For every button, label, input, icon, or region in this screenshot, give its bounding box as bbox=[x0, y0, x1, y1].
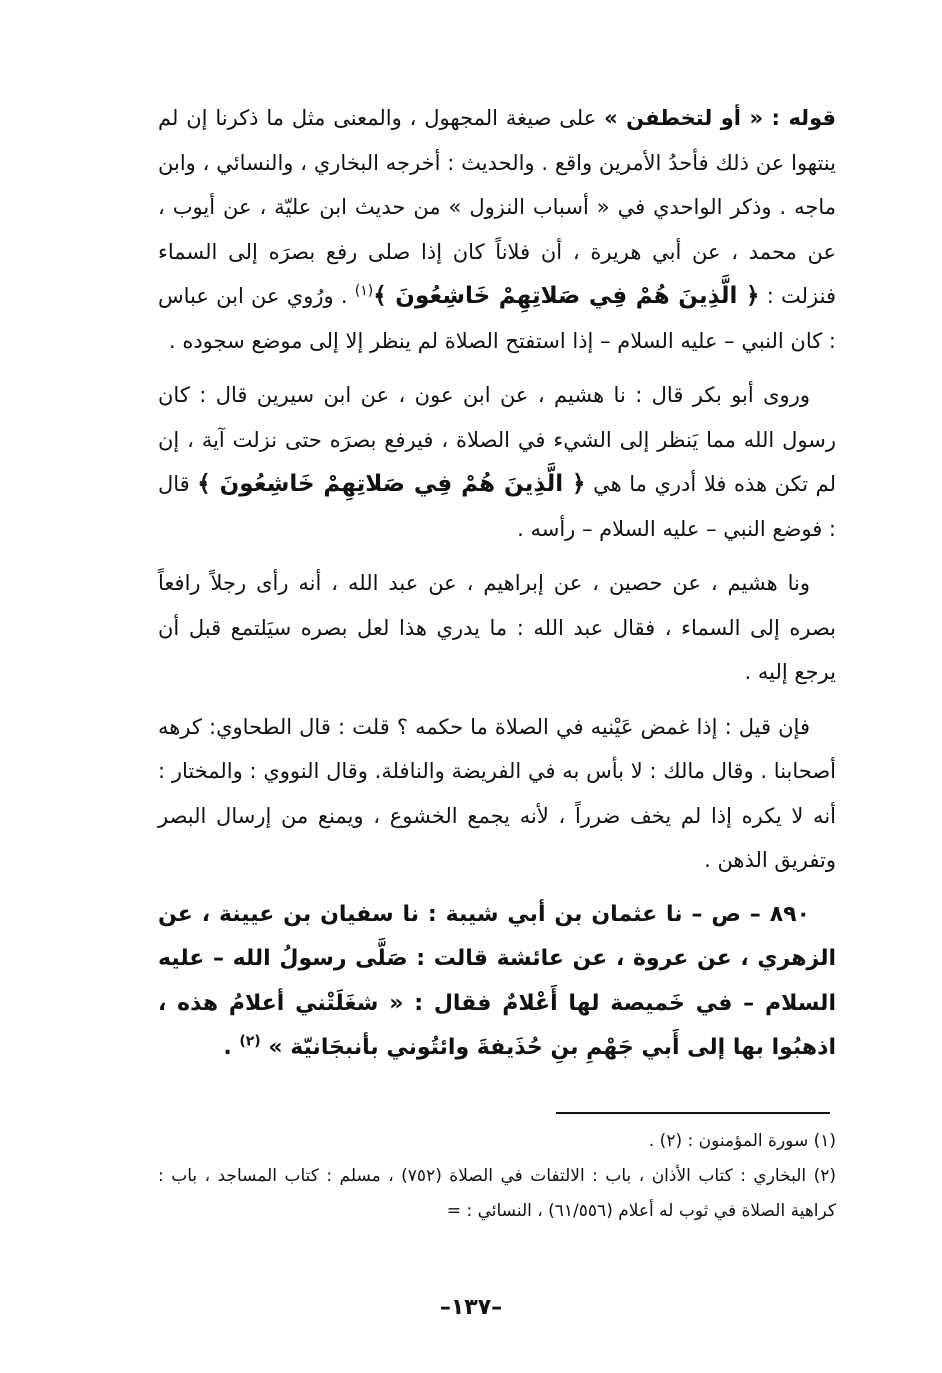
paragraph-2-tail: قال : فوضع النبي – عليه السلام – رأسه . bbox=[158, 472, 836, 541]
page-number: –١٣٧– bbox=[439, 1295, 503, 1320]
paragraph-4 bbox=[158, 705, 836, 883]
hadith-890-text: ٨٩٠ – ص – نا عثمان بن أبي شيبة : نا سفيان بن عيينة ، عن الزهري ، عن عروة ، عن عائشة قالت : صَلَّى رسولُ الله – عليه السلام – في خَميصة لها أَعْلامٌ فقال : « شغَلَتْني أعلامُ هذه ، اذهبُوا بها إلى أَبي جَهْمِ بنِ حُذَيفةَ وائتُوني بأنبجَانيّة » bbox=[158, 901, 836, 1060]
footnote-2: (٢) البخاري : كتاب الأذان ، باب : الالتفات في الصلاة (٧٥٢) ، مسلم : كتاب المساجد ، باب : كراهية الصلاة في ثوب له أعلام (٦١/٥٥٦) ، النسائي : = bbox=[158, 1166, 836, 1221]
paragraph-2-text: وروى أبو بكر قال : نا هشيم ، عن ابن عون ، عن ابن سيرين قال : كان رسول الله مما يَنظر إلى الشيء في الصلاة ، فيرفع بصرَه حتى نزلت آية ، إن لم تكن هذه فلا أدري ما هي bbox=[158, 383, 837, 496]
paragraph-3-text: ونا هشيم ، عن حصين ، عن إبراهيم ، عن عبد الله ، أنه رأى رجلاً رافعاً بصره إلى السماء ، فقال عبد الله : ما يدري هذا لعل بصره سيَلتمع قبل أن يرجع إليه . bbox=[158, 571, 836, 684]
main-text bbox=[158, 96, 836, 1081]
hadith-890 bbox=[158, 893, 836, 1071]
footnotes bbox=[158, 1124, 836, 1229]
paragraph-1-lead: قوله : « أو لتخطفن » bbox=[604, 106, 836, 130]
footnote-1: (١) سورة المؤمنون : (٢) . bbox=[648, 1131, 836, 1151]
paragraph-4-text: فإن قيل : إذا غمض عَيْنيه في الصلاة ما حكمه ؟ قلت : قال الطحاوي: كرهه أصحابنا . وقال مالك : لا بأس به في الفريضة والنافلة. وقال النووي : والمختار : أنه لا يكره إذا لم يخف ضرراً ، لأنه يجمع الخشوع ، ويمنع من إرسال البصر وتفريق الذهن . bbox=[158, 714, 836, 872]
paragraph-2 bbox=[158, 373, 836, 551]
paragraph-1-tail: . ورُوي عن ابن عباس : كان النبي – عليه السلام – إذا استفتح الصلاة لم ينظر إلا إلى موضع سجوده . bbox=[158, 284, 836, 353]
quran-verse-1: ﴿ الَّذِينَ هُمْ فِي صَلاتِهِمْ خَاشِعُونَ ﴾ bbox=[373, 283, 760, 309]
quran-verse-2: ﴿ الَّذِينَ هُمْ فِي صَلاتِهِمْ خَاشِعُونَ ﴾ bbox=[197, 471, 586, 497]
paragraph-1-text: على صيغة المجهول ، والمعنى مثل ما ذكرنا إن لم ينتهوا عن ذلك فأحدُ الأمرين واقع . والحديث : أخرجه البخاري ، والنسائي ، وابن ماجه . وذكر الواحدي في « أسباب النزول » من حديث ابن عليّة ، عن أيوب ، عن محمد ، عن أبي هريرة ، أن فلاناً كان إذا صلى رفع بصرَه إلى السماء فنزلت : bbox=[158, 106, 837, 308]
paragraph-1 bbox=[158, 96, 836, 363]
paragraph-3 bbox=[158, 561, 836, 695]
footnote-separator bbox=[556, 1112, 830, 1114]
footnote-ref-1[interactable]: (١) bbox=[354, 283, 374, 299]
hadith-890-tail: . bbox=[223, 1035, 240, 1060]
footnote-ref-2[interactable]: (٢) bbox=[239, 1033, 261, 1050]
